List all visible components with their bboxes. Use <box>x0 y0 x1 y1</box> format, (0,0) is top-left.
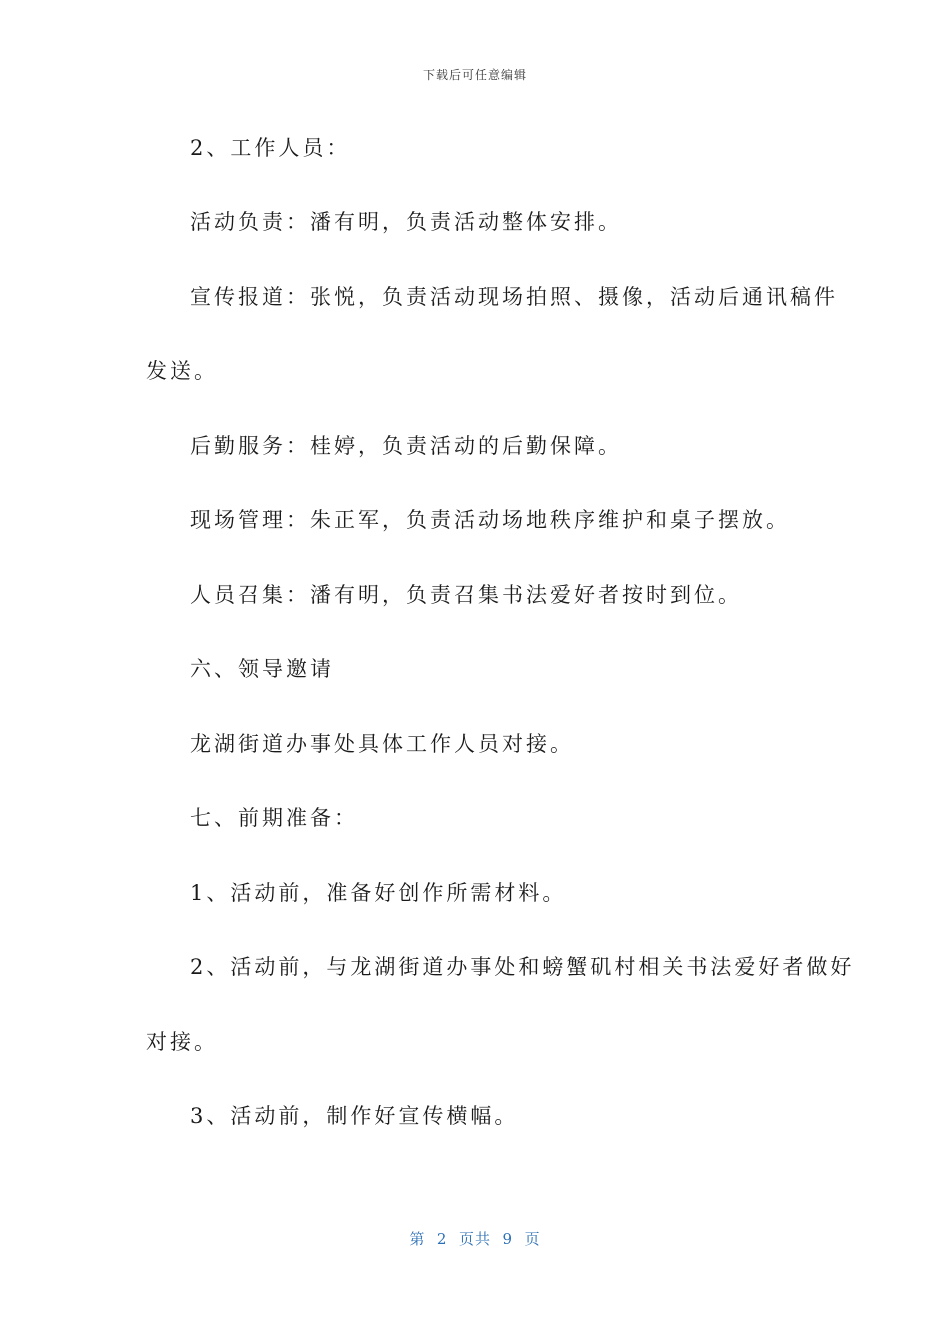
paragraph-line: 2、工作人员： <box>190 136 351 160</box>
paragraph-line: 对接。 <box>146 1030 218 1054</box>
paragraph-line: 现场管理：朱正军，负责活动场地秩序维护和桌子摆放。 <box>190 508 790 532</box>
page-number-footer: 第 2 页共 9 页 <box>409 1230 541 1248</box>
paragraph-line: 后勤服务：桂婷，负责活动的后勤保障。 <box>190 434 622 458</box>
section-heading: 六、领导邀请 <box>190 657 334 681</box>
paragraph-line: 宣传报道：张悦，负责活动现场拍照、摄像，活动后通讯稿件 <box>190 285 838 309</box>
paragraph-line: 发送。 <box>146 359 218 383</box>
page-header-note: 下载后可任意编辑 <box>422 68 527 82</box>
paragraph-line: 活动负责：潘有明，负责活动整体安排。 <box>190 210 622 234</box>
paragraph-line: 人员召集：潘有明，负责召集书法爱好者按时到位。 <box>190 583 742 607</box>
paragraph-line: 1、活动前，准备好创作所需材料。 <box>190 881 567 905</box>
paragraph-line: 3、活动前，制作好宣传横幅。 <box>190 1104 519 1128</box>
paragraph-line: 2、活动前，与龙湖街道办事处和螃蟹矶村相关书法爱好者做好 <box>190 955 855 979</box>
section-heading: 七、前期准备： <box>190 806 358 830</box>
paragraph-line: 龙湖街道办事处具体工作人员对接。 <box>190 732 574 756</box>
